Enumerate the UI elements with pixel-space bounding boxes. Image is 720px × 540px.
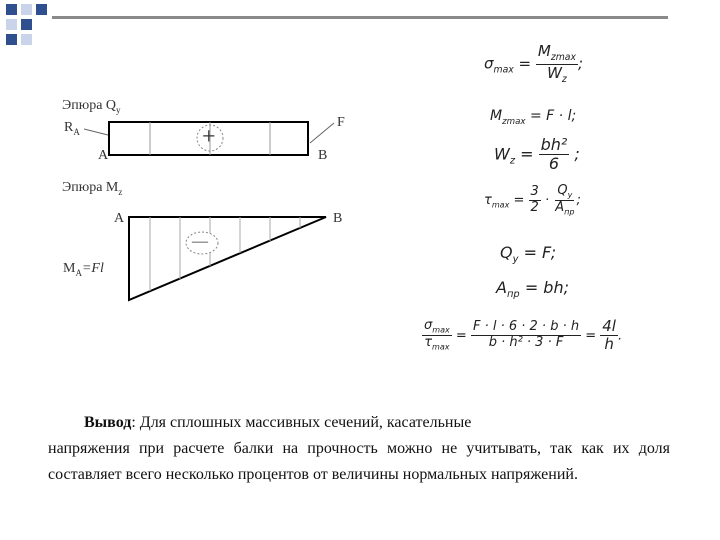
shear-diagram-title: Эпюра $Q_y$ (62, 98, 121, 115)
point-b-label-bottom: B (333, 211, 343, 226)
moment-diagram-title: Эпюра $M_z$ (62, 180, 123, 197)
conclusion-paragraph (48, 410, 670, 488)
formula-a-pr: $A_{пр}$ = bh; (496, 278, 569, 301)
conclusion-heading: Вывод (84, 414, 132, 431)
beam-diagram (50, 95, 410, 315)
formula-ratio: $\frac{\sigma_{max}}{\tau_{max}}$ = $\frac{F \cdot l \cdot 6 \cdot 2 \cdot b \cdot h}{\text{b · h² · 3 · F}}$ = $\frac{4l}{h}$ . (424, 317, 623, 354)
formula-sigma-max: $\sigma_{max}$ = $\frac{M_{zmax}}{W_z}$ ; (484, 42, 584, 85)
top-rule (52, 16, 668, 19)
reaction-ra-label: $R_A$ (64, 120, 80, 137)
minus-sign: — (192, 233, 208, 250)
conclusion-line1: : Для сплошных массивных сечений, касательные (131, 414, 472, 431)
formula-mz-max: $M_{zmax} = F \cdot l$; (490, 108, 577, 127)
force-f-label: F (337, 115, 345, 130)
formula-tau-max: $\tau_{max}$ = $\frac{3}{2}$ · $\frac{Q_y}{A_{пр}}$ ; (484, 183, 581, 217)
moment-diagram-triangle (129, 217, 326, 300)
plus-sign: + (202, 124, 216, 150)
formula-qy: $Q_y = F$; (500, 243, 557, 266)
conclusion-rest: напряжения при расчете балки на прочность можно не учитывать, так как их доля составляет всего несколько процентов от величины нормальных напряжений. (48, 440, 670, 483)
moment-ma-label: $M_A=Fl$ (63, 261, 104, 278)
point-a-label-top: A (98, 148, 109, 163)
corner-decoration (4, 2, 54, 46)
point-b-label-top: B (318, 148, 328, 163)
point-a-label-bottom: A (114, 211, 125, 226)
formula-wz: $W_z$ = $\frac{\text{bh²}}{6}$ ; (494, 135, 580, 174)
